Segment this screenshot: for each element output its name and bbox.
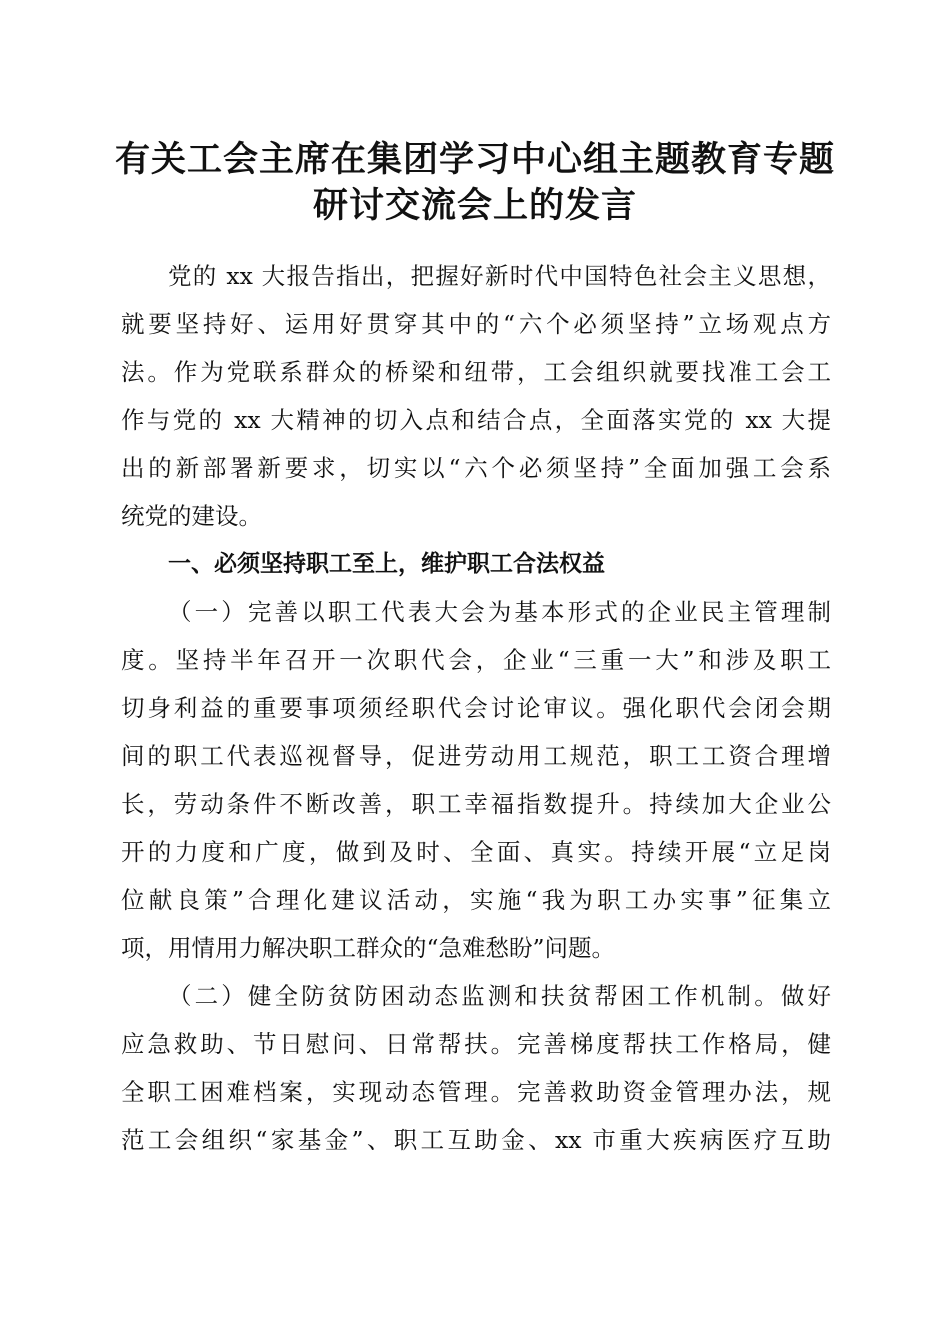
paragraph-2-line: 项，用情用力解决职工群众的“急难愁盼”问题。 bbox=[121, 934, 616, 962]
paragraph-1-line: 党的 xx 大报告指出，把握好新时代中国特色社会主义思想， bbox=[168, 262, 831, 290]
paragraph-1-line: 就要坚持好、运用好贯穿其中的“六个必须坚持”立场观点方 bbox=[121, 310, 831, 338]
section-heading-1: 一、必须坚持职工至上，维护职工合法权益 bbox=[168, 551, 605, 577]
paragraph-2-line: 间的职工代表巡视督导，促进劳动用工规范，职工工资合理增 bbox=[121, 742, 831, 770]
paragraph-2-line: 度。坚持半年召开一次职代会，企业“三重一大”和涉及职工 bbox=[121, 646, 831, 674]
paragraph-3-line: 范工会组织“家基金”、职工互助金、xx 市重大疾病医疗互助 bbox=[121, 1126, 831, 1154]
paragraph-3-line: 应急救助、节日慰问、日常帮扶。完善梯度帮扶工作格局，健 bbox=[121, 1030, 831, 1058]
paragraph-2-line: 开的力度和广度，做到及时、全面、真实。持续开展“立足岗 bbox=[121, 838, 831, 866]
paragraph-2-line: 位献良策”合理化建议活动，实施“我为职工办实事”征集立 bbox=[121, 886, 831, 914]
paragraph-3-line: 全职工困难档案，实现动态管理。完善救助资金管理办法，规 bbox=[121, 1078, 831, 1106]
paragraph-2-line: （一）完善以职工代表大会为基本形式的企业民主管理制 bbox=[168, 598, 831, 626]
paragraph-1-line: 出的新部署新要求，切实以“六个必须坚持”全面加强工会系 bbox=[121, 454, 831, 482]
paragraph-2-line: 切身利益的重要事项须经职代会讨论审议。强化职代会闭会期 bbox=[121, 694, 831, 722]
paragraph-1-line: 法。作为党联系群众的桥梁和纽带，工会组织就要找准工会工 bbox=[121, 358, 831, 386]
paragraph-1-line: 作与党的 xx 大精神的切入点和结合点，全面落实党的 xx 大提 bbox=[121, 406, 831, 434]
document-title-line-1: 有关工会主席在集团学习中心组主题教育专题 bbox=[114, 139, 835, 180]
document-body bbox=[121, 252, 831, 1164]
paragraph-3-line: （二）健全防贫防困动态监测和扶贫帮困工作机制。做好 bbox=[168, 982, 831, 1010]
paragraph-2-line: 长，劳动条件不断改善，职工幸福指数提升。持续加大企业公 bbox=[121, 790, 831, 818]
paragraph-1-line: 统党的建设。 bbox=[121, 502, 262, 530]
document-title-line-2: 研讨交流会上的发言 bbox=[312, 185, 637, 226]
